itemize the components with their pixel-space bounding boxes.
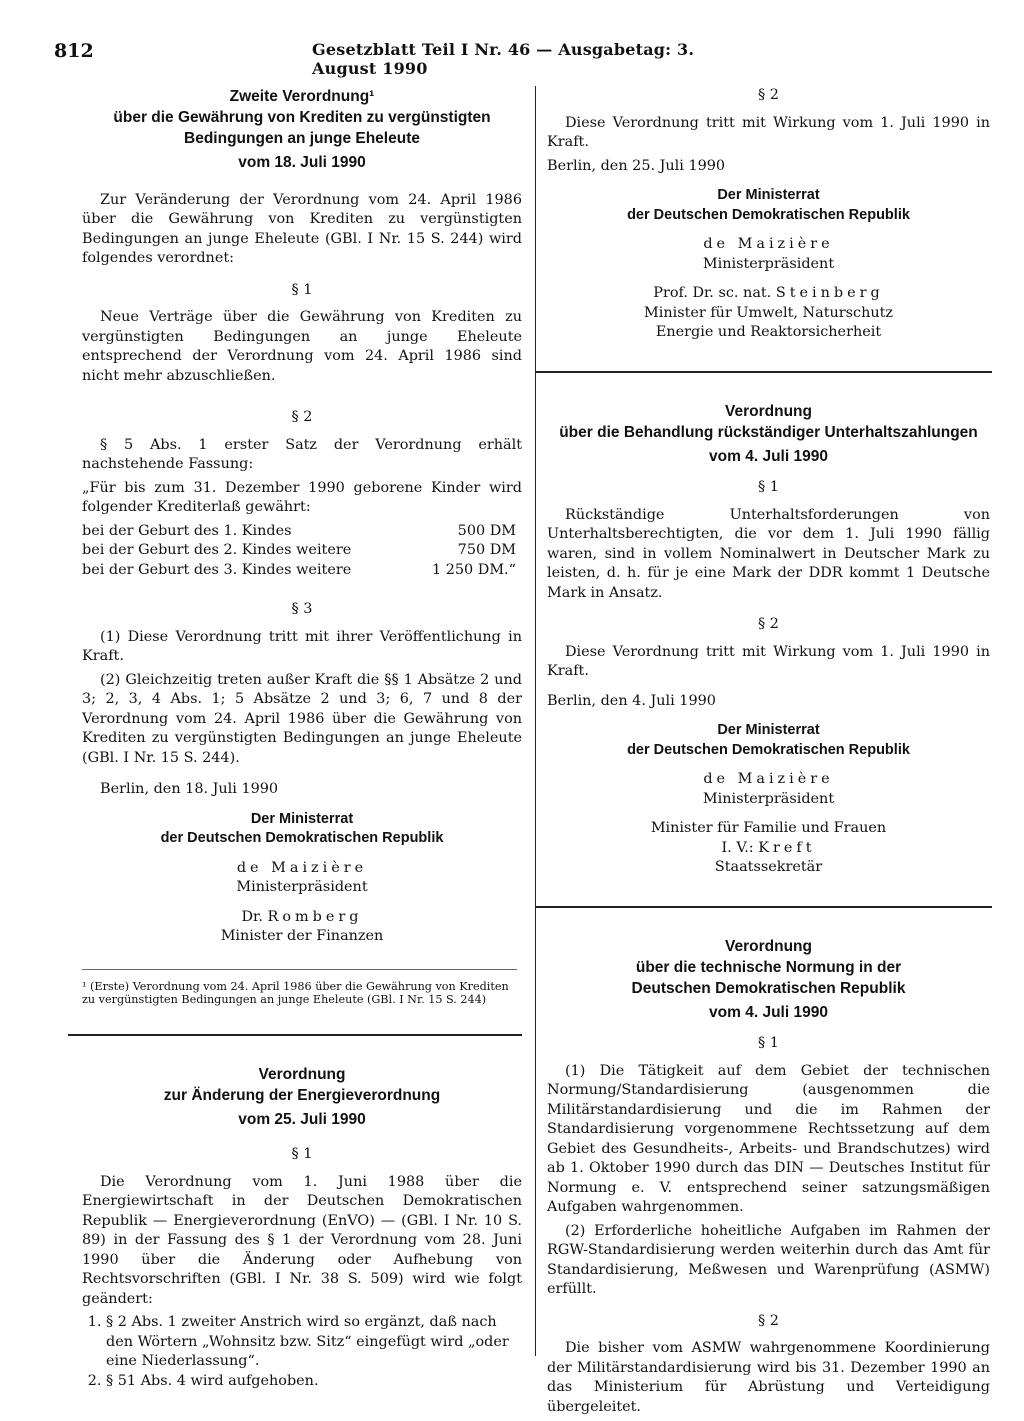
ordinance-date: vom 4. Juli 1990: [709, 447, 828, 465]
signatory-name: Dr. Romberg: [241, 908, 363, 925]
paragraph-heading: § 1: [291, 281, 313, 298]
right-column: [547, 86, 990, 1421]
signatory-name: I. V.: Kreft: [721, 839, 816, 856]
section-divider: [535, 906, 992, 908]
paragraph-text: Diese Verordnung tritt mit Wirkung vom 1. Juli 1990 in Kraft.: [547, 114, 990, 150]
signatory-title: Staatssekretär: [714, 859, 823, 875]
paragraph-heading: § 2: [291, 409, 313, 425]
place-date: Berlin, den 25. Juli 1990: [547, 157, 726, 174]
signatory-role: Ministerpräsident: [702, 255, 835, 272]
issuing-body: Der Ministerrat der Deutschen Demokratischen Republik: [627, 722, 910, 758]
signatory-name: Prof. Dr. sc. nat. Steinberg: [653, 285, 884, 301]
place-date: Berlin, den 18. Juli 1990: [100, 781, 279, 797]
gazette-title: Gesetzblatt Teil I Nr. 46 — Ausgabetag: 3. August 1990: [312, 40, 695, 78]
quoted-text: „Für bis zum 31. Dezember 1990 geborene Kinder wird folgender Krediterlaß gewährt:: [82, 479, 522, 515]
credit-table: [82, 522, 522, 581]
paragraph-heading: § 1: [758, 1035, 779, 1051]
signatory-name: de Maizière: [703, 236, 834, 252]
signatory-role: Minister für Familie und Frauen: [650, 820, 887, 836]
paragraph-text: § 5 Abs. 1 erster Satz der Verordnung erhält nachstehende Fassung:: [82, 436, 522, 472]
left-column: [82, 86, 522, 1391]
table-row: bei der Geburt des 1. Kindes 500 DM: [82, 522, 516, 539]
signature-block: [82, 908, 522, 947]
ordinance-standardization: [547, 936, 990, 1418]
footnote: ¹ (Erste) Verordnung vom 24. April 1986 über die Gewährung von Krediten zu vergünstigten Bedingungen an junge Eheleute (GBl. I Nr. 15 S. 244): [82, 969, 517, 1006]
section-divider: [68, 1034, 522, 1036]
ordinance-energy: [82, 1064, 522, 1392]
ordinance-date: vom 25. Juli 1990: [238, 1110, 366, 1128]
amendment-list: [82, 1313, 522, 1391]
signature-block: [547, 284, 990, 343]
paragraph-text: (1) Diese Verordnung tritt mit ihrer Veröffentlichung in Kraft.: [82, 628, 522, 664]
list-item: 1. § 2 Abs. 1 zweiter Anstrich wird so ergänzt, daß nach den Wörtern „Wohnsitz bzw. Sitz“ eingefügt wird „oder eine Niederlassung“.: [106, 1313, 522, 1372]
page-header: [54, 40, 754, 78]
paragraph-text: Die Verordnung vom 1. Juni 1988 über die Energiewirtschaft in der Deutschen Demokratischen Republik — Energieverordnung (EnVO) — (GBl. I Nr. 10 S. 89) in der Fassung des § 1 der Verordnung vom 28. Juni 1990 über die Änderung oder Aufhebung von Rechtsvorschriften (GBl. I Nr. 38 S. 509) wird wie folgt geändert:: [82, 1173, 522, 1307]
paragraph-text: Rückständige Unterhaltsforderungen von Unterhaltsberechtigten, die vor dem 1. Juli 1990 fällig waren, sind in vollem Nominalwert in Deutscher Mark zu leisten, d. h. für je eine Mark der DDR kommt 1 Deutsche Mark in Ansatz.: [547, 506, 990, 601]
paragraph-text: Die bisher vom ASMW wahrgenommene Koordinierung der Militärstandardisierung wird bis 31. Dezember 1990 an das Ministerium für Abrüstung und Verteidigung übergeleitet.: [547, 1340, 990, 1415]
issuing-body: Der Ministerrat der Deutschen Demokratischen Republik: [160, 810, 444, 846]
place-date: Berlin, den 4. Juli 1990: [547, 692, 716, 709]
signature-block: [82, 859, 522, 898]
ordinance-title: Zweite Verordnung¹ über die Gewährung von Krediten zu vergünstigten Bedingungen an junge Eheleute: [113, 88, 491, 147]
signature-block: [547, 235, 990, 274]
ordinance-energy-continued: [547, 86, 990, 343]
table-row: bei der Geburt des 2. Kindes weitere 750 DM: [82, 542, 516, 558]
ordinance-maintenance: [547, 401, 990, 878]
paragraph-heading: § 2: [758, 1312, 779, 1329]
ordinance-credits: [82, 86, 522, 1006]
paragraph-heading: § 2: [758, 87, 779, 103]
ordinance-title: Verordnung über die technische Normung in der Deutschen Demokratischen Republik: [631, 937, 906, 997]
paragraph-heading: § 1: [758, 479, 779, 495]
column-divider: [535, 86, 536, 1356]
paragraph-text: Diese Verordnung tritt mit Wirkung vom 1. Juli 1990 in Kraft.: [547, 643, 990, 679]
list-item: 2. § 51 Abs. 4 wird aufgehoben.: [106, 1372, 522, 1392]
paragraph-heading: § 1: [291, 1146, 313, 1162]
page-number: 812: [54, 40, 94, 62]
signatory-name: de Maizière: [236, 859, 368, 876]
table-row: bei der Geburt des 3. Kindes weitere 1 250 DM.“: [82, 561, 516, 578]
ordinance-date: vom 18. Juli 1990: [238, 154, 366, 171]
paragraph-heading: § 3: [291, 601, 313, 617]
signatory-role: Minister für Umwelt, Naturschutz: [644, 304, 893, 321]
paragraph-heading: § 2: [758, 616, 779, 632]
signatory-role: Ministerpräsident: [236, 879, 368, 895]
ordinance-title: Verordnung über die Behandlung rückständiger Unterhaltszahlungen: [559, 402, 978, 441]
signatory-role: Ministerpräsident: [702, 790, 835, 807]
signatory-role: Minister der Finanzen: [220, 928, 384, 944]
paragraph-text: Neue Verträge über die Gewährung von Krediten zu vergünstigten Bedingungen an junge Eheleute entsprechend der Verordnung vom 24. April 1986 sind nicht mehr abzuschließen.: [82, 309, 522, 384]
signature-block: [547, 819, 990, 878]
intro-text: Zur Veränderung der Verordnung vom 24. April 1986 über die Gewährung von Krediten zu vergünstigten Bedingungen an junge Eheleute (GBl. I Nr. 15 S. 244) wird folgendes verordnet:: [82, 191, 522, 266]
signatory-role: Energie und Reaktorsicherheit: [655, 324, 882, 340]
paragraph-text: (2) Gleichzeitig treten außer Kraft die §§ 1 Absätze 2 und 3; 2, 3, 4 Abs. 1; 5 Absätze 2 und 3; 6, 7 und 8 der Verordnung vom 24. April 1986 über die Gewährung von Krediten zu vergünstigten Bedingungen an junge Eheleute (GBl. I Nr. 15 S. 244).: [82, 671, 522, 766]
section-divider: [535, 371, 992, 373]
paragraph-text: (1) Die Tätigkeit auf dem Gebiet der technischen Normung/Standardisierung (ausgenommen die Militärstandardisierung und die im Rahmen der Standardisierung vorgenommene Rechtssetzung auf dem Gebiet des Gesundheits-, Arbeits- und Brandschutzes) wird ab 1. Oktober 1990 durch das DIN — Deutsches Institut für Normung e. V. entsprechend seiner satzungsmäßigen Aufgaben wahrgenommen.: [547, 1062, 990, 1215]
issuing-body: Der Ministerrat der Deutschen Demokratischen Republik: [627, 187, 910, 223]
ordinance-title: Verordnung zur Änderung der Energieverordnung: [163, 1065, 441, 1104]
signature-block: [547, 770, 990, 809]
paragraph-text: (2) Erforderliche hoheitliche Aufgaben im Rahmen der RGW-Standardisierung werden weiterhin durch das Amt für Standardisierung, Meßwesen und Warenprüfung (ASMW) erfüllt.: [547, 1222, 990, 1297]
ordinance-date: vom 4. Juli 1990: [709, 1003, 828, 1021]
signatory-name: de Maizière: [703, 771, 834, 787]
